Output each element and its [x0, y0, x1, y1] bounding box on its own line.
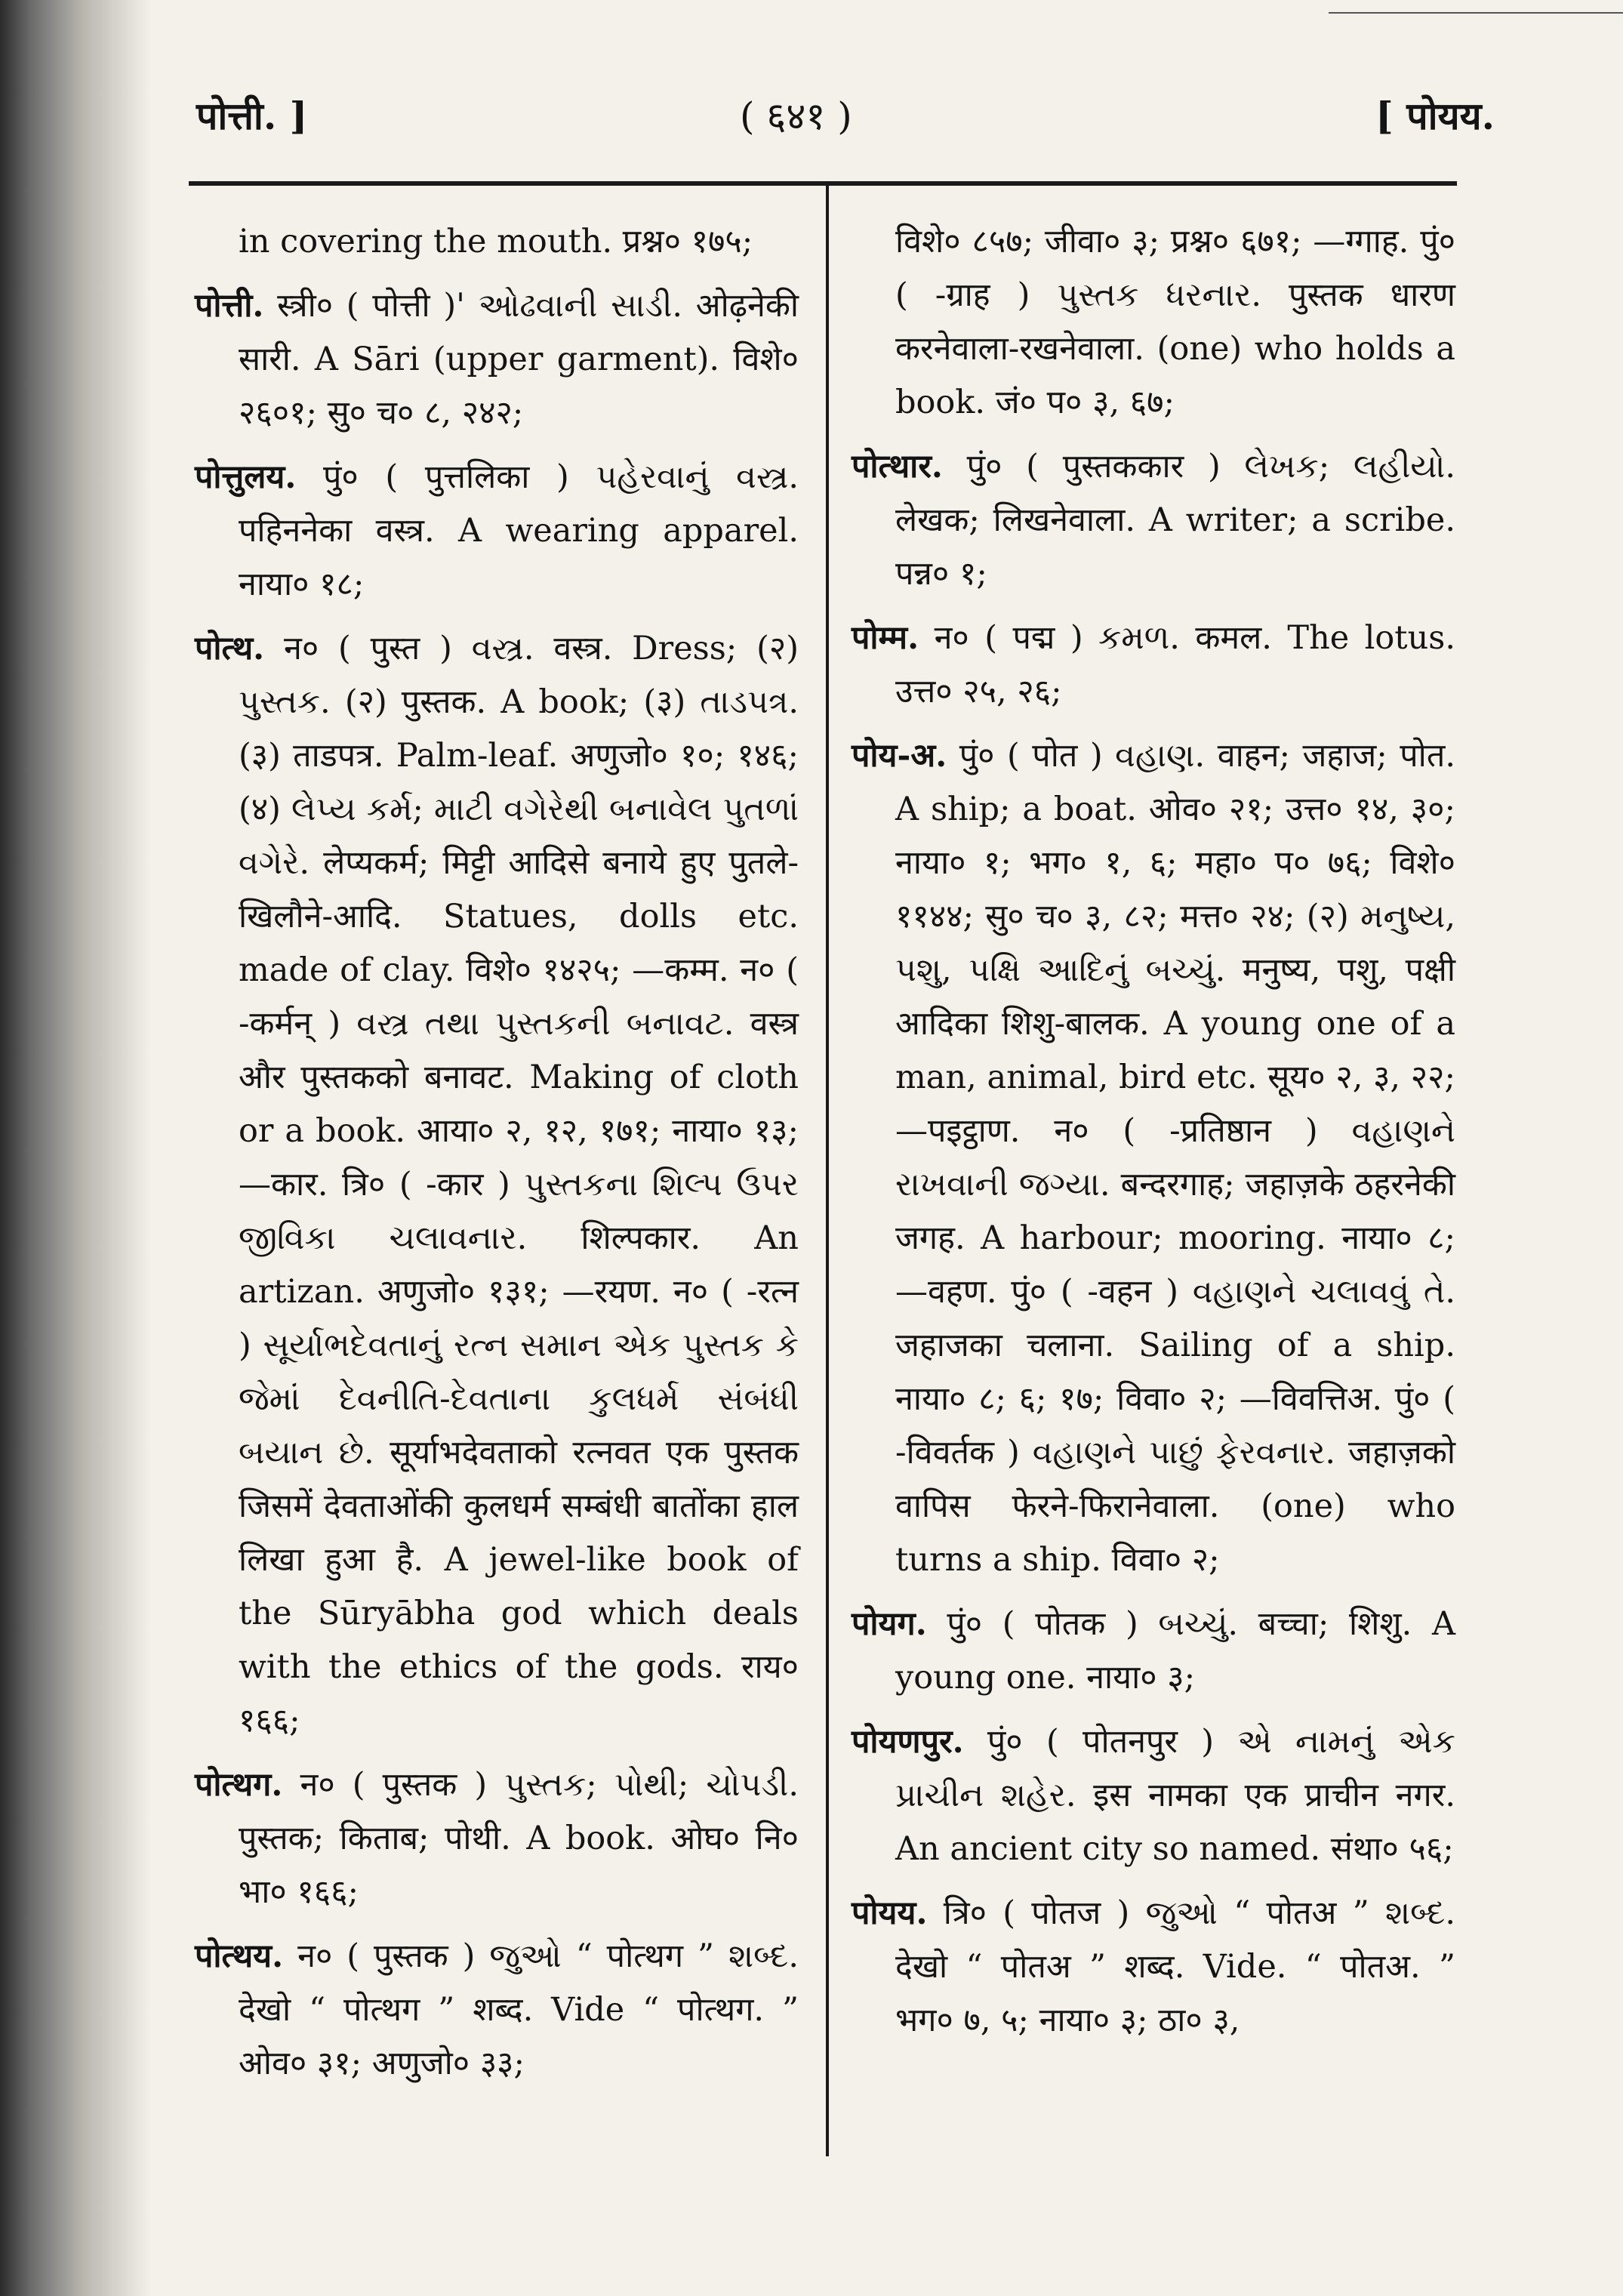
entry-definition: पुं० ( पोतनपुर ) એ નામનું એક પ્રાચીન શહેર. इस नामका एक प्राचीन नगर. An ancient city so named. संथा० ५६;	[895, 1723, 1455, 1868]
dictionary-entry	[852, 1598, 1455, 1705]
page-header	[196, 89, 1495, 157]
entry-definition: पुं० ( पोतक ) બચ્ચું. बच्चा; शिशु. A young one. नाया० ३;	[895, 1605, 1455, 1697]
dictionary-entry	[195, 451, 799, 612]
dictionary-entry: विशे० ८५७; जीवा० ३; प्रश्न० ६७१; —ग्गाह. पुं० ( -ग्राह ) પુસ્તક ધરનાર. पुस्तक धारण करनेवाला-रखनेवाला. (one) who holds a book. जं० प० ३, ६७;	[895, 223, 1455, 421]
dictionary-entry	[195, 1758, 799, 1919]
entry-headword: पोयग.	[852, 1605, 927, 1643]
entry-definition: पुं० ( पोत ) વહાણ. वाहन; जहाज; पोत. A ship; a boat. ओव० २१; उत्त० १४, ३०; नाया० १; भग० १, ६; महा० प० ७६; विशे० ११४४; सु० च० ३, ८२; मत्त० २४; (२) મનુષ્ય, પશુ, પક્ષિ આદિનું બચ્ચું. मनुष्य, पशु, पक्षी आदिका शिशु-बालक. A young one of a man, animal, bird etc. सूय० २, ३, २२; —पइट्ठाण. न० ( -प्रतिष्ठान ) વહાણને રાખવાની જગ્યા. बन्दरगाह; जहाज़के ठहरनेकी जगह. A harbour; mooring. नाया० ८; —वहण. पुं० ( -वहन ) વહાણને ચલાવવું તે. जहाजका चलाना. Sailing of a ship. नाया० ८; ६; १७; विवा० २; —विवत्तिअ. पुं० ( -विवर्तक ) વહાણને પાછું ફેરવનાર. जहाज़को वापिस फेरने-फिरानेवाला. (one) who turns a ship. विवा० २;	[895, 737, 1455, 1579]
dictionary-entry	[195, 1930, 799, 2091]
entry-headword: पोत्थ.	[195, 630, 265, 667]
entry-headword: पोयय.	[852, 1894, 928, 1932]
dictionary-entry: in covering the mouth. प्रश्न० १७५;	[239, 223, 753, 260]
dictionary-entry	[852, 440, 1455, 601]
dictionary-entry	[195, 279, 799, 440]
entry-definition: स्त्री० ( पोत्ती )' ઓઢવાની સાડી. ओढ़नेकी सारी. A Sāri (upper garment). विशे० २६०१; सु० च० ८, २४२;	[239, 287, 799, 432]
entry-definition: न० ( पुस्तक ) પુસ્તક; પોથી; ચોપડી. पुस्तक; किताब; पोथी. A book. ओघ० नि० भा० १६६;	[239, 1766, 799, 1911]
left-column	[195, 215, 799, 2101]
entry-headword: पोयणपुर.	[852, 1723, 964, 1761]
book-spine-shadow	[0, 0, 151, 2296]
entry-definition: न० ( पुस्तक ) જુઓ “ पोत्थग ” શબ્દ. देखो “ पोत्थग ” शब्द. Vide “ पोत्थग. ” ओव० ३१; अणुजो० ३३;	[239, 1937, 799, 2082]
dictionary-entry	[852, 1715, 1455, 1876]
right-column	[852, 215, 1455, 2058]
entry-definition: न० ( पद्म ) કમળ. कमल. The lotus. उत्त० २५, २६;	[895, 619, 1456, 710]
header-left-guideword: पोत्ती. ]	[196, 94, 308, 138]
entry-headword: पोय-अ.	[852, 737, 947, 775]
entry-definition: पुं० ( पुस्तककार ) લેખક; લહીયો. लेखक; लिखनेवाला. A writer; a scribe. पन्न० १;	[895, 448, 1456, 593]
entry-headword: पोत्तुलय.	[195, 458, 297, 496]
top-edge-line	[1329, 12, 1623, 14]
page-number: ( ६४१ )	[740, 94, 852, 138]
dictionary-entry	[852, 612, 1455, 719]
header-rule	[189, 181, 1457, 186]
entry-definition: न० ( पुस्त ) વસ્ત્ર. वस्त्र. Dress; (२) પુસ્તક. (२) पुस्तक. A book; (३) તાડપત્ર. (३) ताडपत्र. Palm-leaf. अणुजो० १०; १४६; (४) લેપ્ય કર્મ; માટી વગેરેથી બનાવેલ પુતળાં વગેરે. लेप्यकर्म; मिट्टी आदिसे बनाये हुए पुतले-खिलौने-आदि. Statues, dolls etc. made of clay. विशे० १४२५; —कम्म. न० ( -कर्मन् ) વસ્ત્ર તથા પુસ્તકની બનાવટ. वस्त्र और पुस्तकको बनावट. Making of cloth or a book. आया० २, १२, १७१; नाया० १३; —कार. त्रि० ( -कार ) પુસ્તકના શિલ્પ ઉપર જીવિકા ચલાવનાર. शिल्पकार. An artizan. अणुजो० १३१; —रयण. न० ( -रत्न ) સૂર્યાભદેવતાનું રત્ન સમાન એક પુસ્તક કે જેમાં દેવનીતિ-દેવતાના કુલધર્મ સંબંધી બયાન છે. सूर्याभदेवताको रत्नवत एक पुस्तक जिसमें देवताओंकी कुलधर्म सम्बंधी बातोंका हाल लिखा हुआ है. A jewel-like book of the Sūryābha god which deals with the ethics of the gods. राय० १६६;	[239, 630, 799, 1740]
entry-headword: पोत्थार.	[852, 448, 943, 485]
column-divider	[826, 186, 829, 2156]
dictionary-entry	[852, 729, 1455, 1587]
dictionary-entry	[852, 1887, 1455, 2048]
entry-headword: पोम्म.	[852, 619, 919, 657]
entry-headword: पोत्थग.	[195, 1766, 283, 1804]
entry-headword: पोत्थय.	[195, 1937, 284, 1975]
entry-headword: पोत्ती.	[195, 287, 264, 325]
header-right-guideword: [ पोयय.	[1375, 94, 1495, 138]
entry-definition: पुं० ( पुत्तलिका ) પહેરવાનું વસ્ત્ર. पहिननेका वस्त्र. A wearing apparel. नाया० १८;	[239, 458, 799, 603]
dictionary-entry	[195, 622, 799, 1748]
entry-definition: त्रि० ( पोतज ) જુઓ “ पोतअ ” શબ્દ. देखो “ पोतअ ” शब्द. Vide. “ पोतअ. ” भग० ७, ५; नाया० ३; ठा० ३,	[895, 1894, 1455, 2039]
